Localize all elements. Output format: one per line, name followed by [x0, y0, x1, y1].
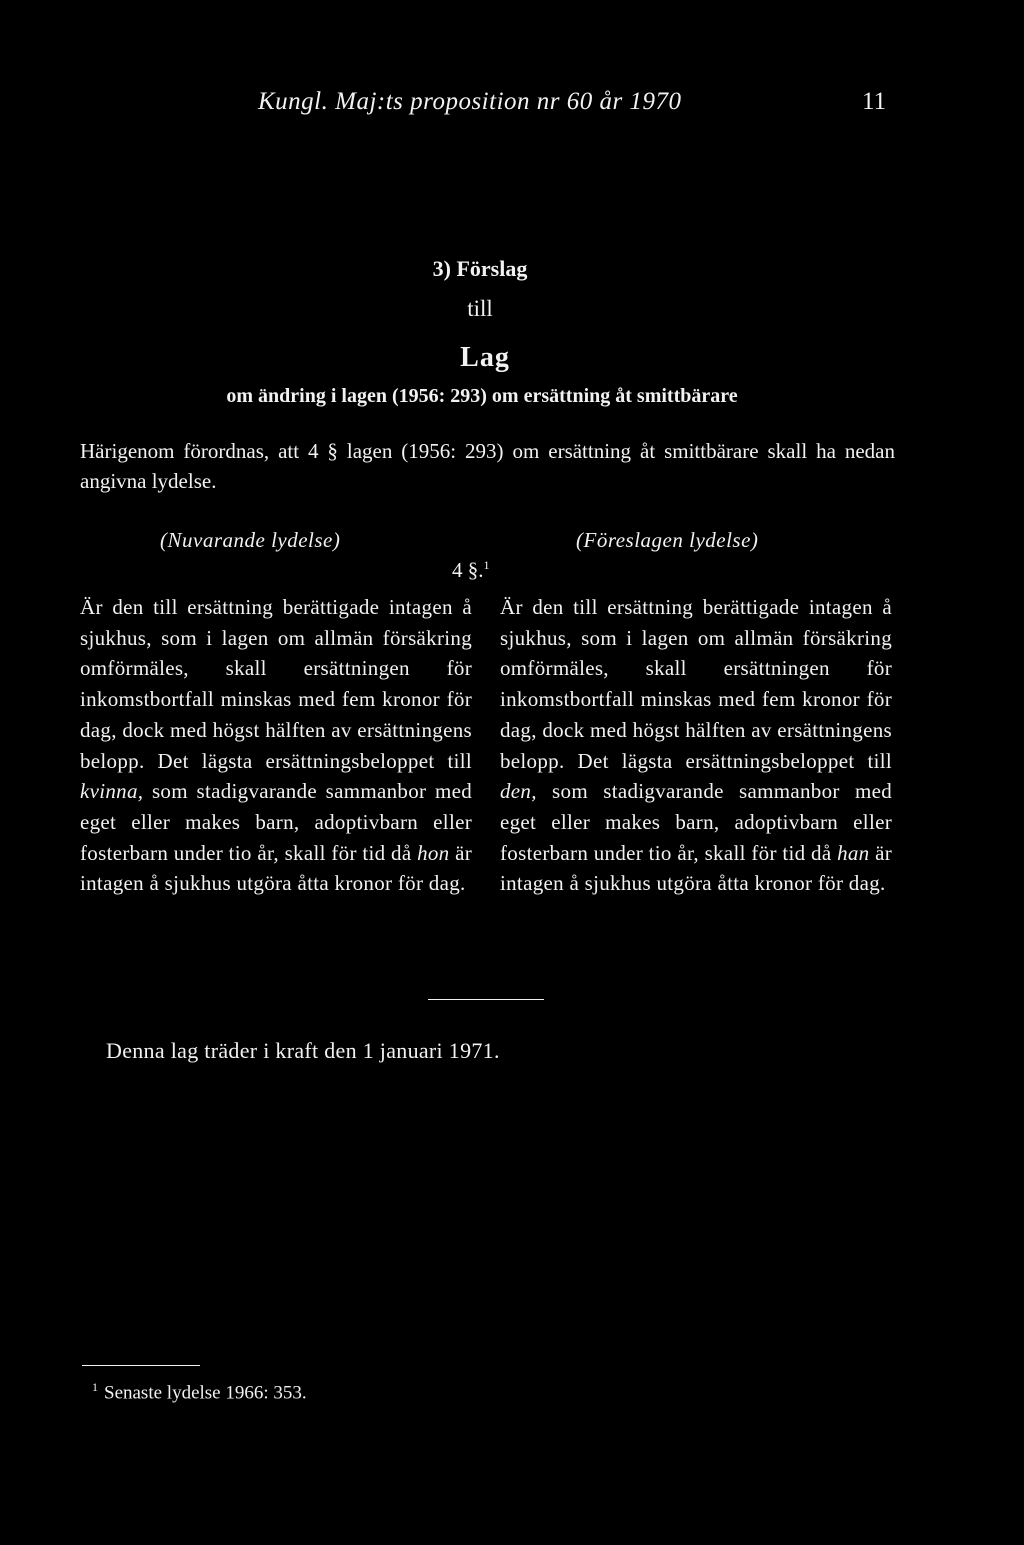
section-label: 4 §.	[452, 558, 484, 582]
running-head: Kungl. Maj:ts proposition nr 60 år 1970	[258, 88, 682, 115]
proposal-till: till	[467, 296, 493, 321]
current-wording-text	[80, 592, 472, 899]
effective-date: Denna lag träder i kraft den 1 januari 1971.	[106, 1038, 500, 1063]
proposed-text-b: som stadigvarande sammanbor med eget eller makes barn, adoptivbarn eller fosterbarn under tio år, skall för tid då	[500, 779, 892, 865]
footnote	[92, 1380, 307, 1404]
law-title: om ändring i lagen (1956: 293) om ersättning åt smittbärare	[226, 385, 738, 407]
section-footnote-marker: 1	[483, 558, 490, 572]
proposed-text-c: är intagen å sjukhus utgöra åtta kronor för dag.	[500, 840, 892, 896]
current-emphasis-2: hon	[417, 840, 450, 865]
intro-paragraph: Härigenom förordnas, att 4 § lagen (1956: 293) om ersättning åt smittbärare skall ha nedan angivna lydelse.	[80, 439, 895, 493]
section-divider	[428, 999, 544, 1000]
current-text-b: som stadigvarande sammanbor med eget eller makes barn, adoptivbarn eller fosterbarn under tio år, skall för tid då	[80, 779, 472, 865]
proposed-wording-heading: (Föreslagen lydelse)	[576, 528, 759, 552]
law-heading: Lag	[460, 342, 510, 373]
proposed-wording-text	[500, 592, 892, 899]
proposed-emphasis-1: den,	[500, 779, 537, 804]
footnote-divider	[82, 1365, 200, 1366]
proposed-emphasis-2: han	[837, 840, 870, 865]
section-number	[452, 558, 490, 583]
proposed-text-a: Är den till ersättning berättigade intagen å sjukhus, som i lagen om allmän försäkring omförmäles, skall ersättningen för inkomstbortfall minskas med fem kronor för dag, dock med högst hälften av ersättningens belopp. Det lägsta ersättningsbeloppet till	[500, 595, 892, 773]
current-text-a: Är den till ersättning berättigade intagen å sjukhus, som i lagen om allmän försäkring omförmäles, skall ersättningen för inkomstbortfall minskas med fem kronor för dag, dock med högst hälften av ersättningens belopp. Det lägsta ersättningsbeloppet till	[80, 595, 472, 773]
current-wording-heading: (Nuvarande lydelse)	[160, 528, 341, 552]
footnote-marker: 1	[92, 1380, 98, 1394]
proposal-heading: 3) Förslag	[432, 256, 528, 281]
footnote-text: Senaste lydelse 1966: 353.	[104, 1382, 307, 1404]
page-number: 11	[862, 88, 887, 115]
current-emphasis-1: kvinna,	[80, 779, 144, 804]
current-text-c: är intagen å sjukhus utgöra åtta kronor för dag.	[80, 840, 472, 896]
